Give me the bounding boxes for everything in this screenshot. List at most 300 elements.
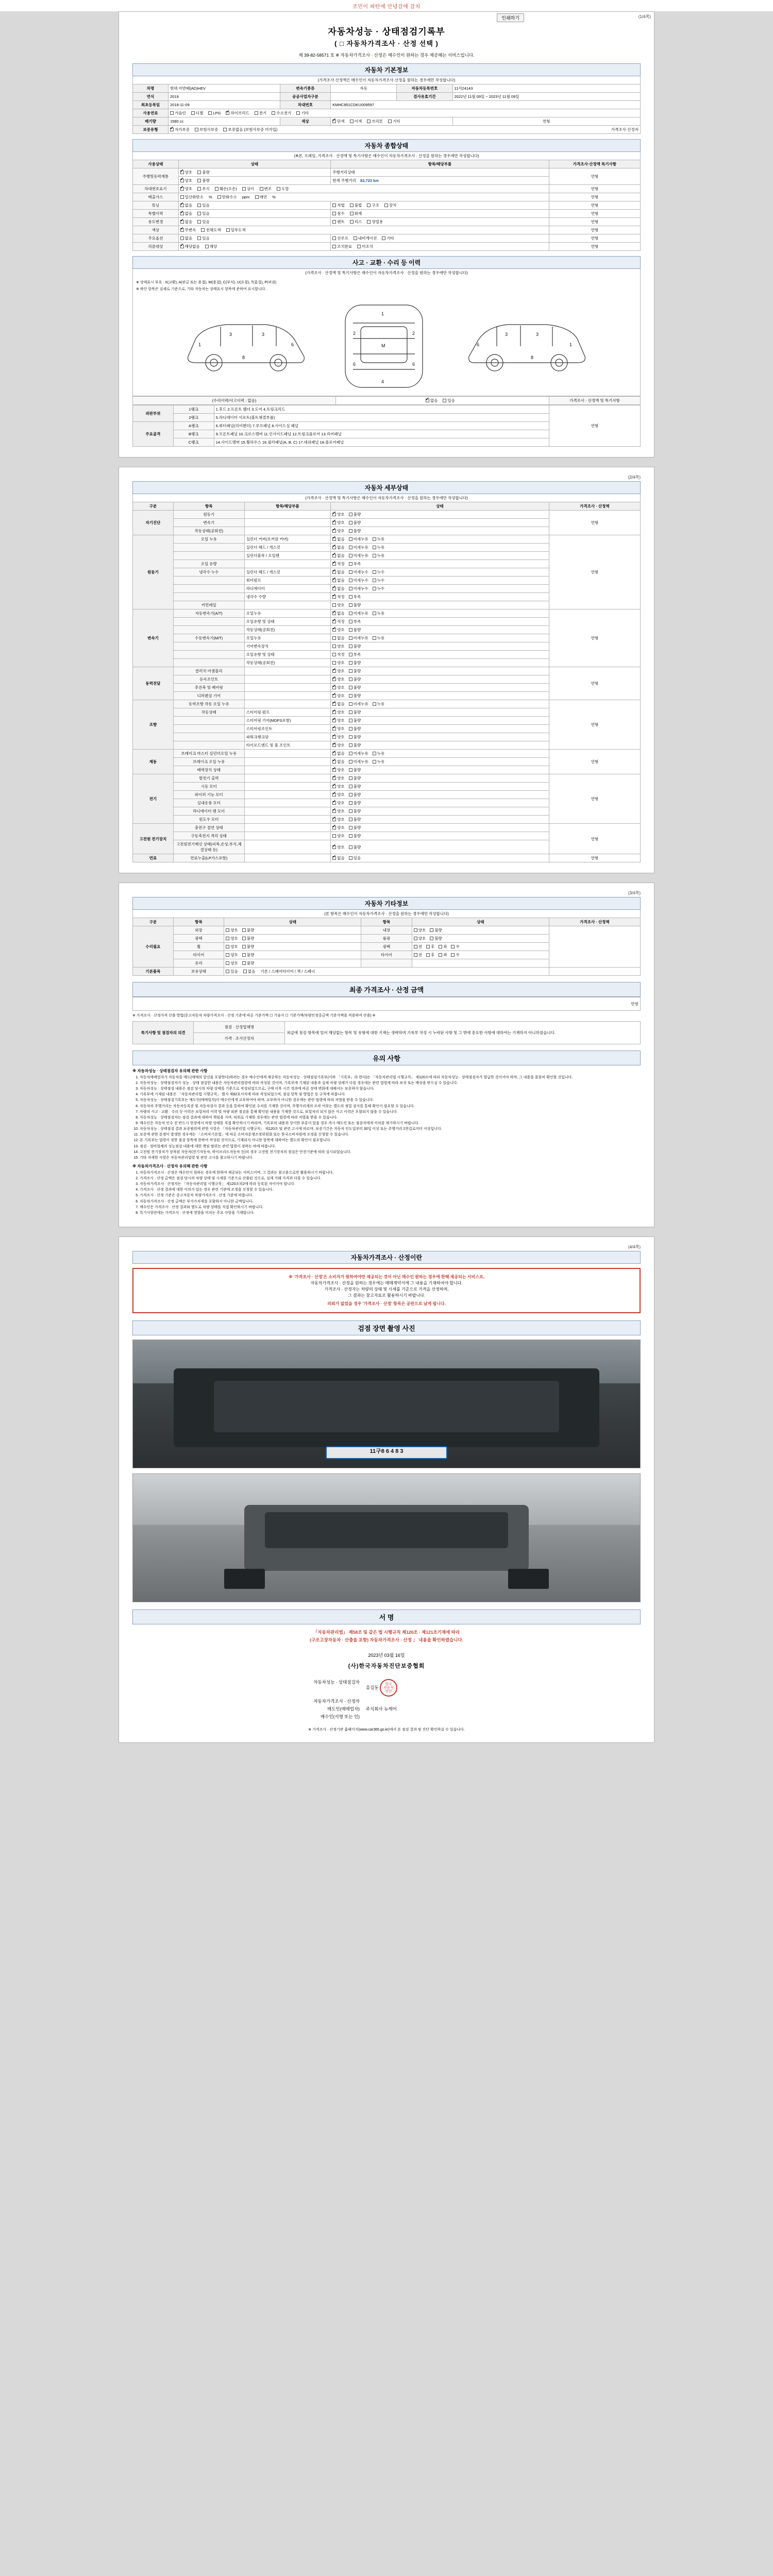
detail-opt-7-0-1[interactable]: 불량 [349,825,361,831]
checkbox-icon[interactable] [332,760,336,764]
checkbox-icon[interactable] [260,187,263,191]
checkbox-icon[interactable] [332,793,336,796]
detail-opt-3-3-0[interactable]: ✔ 양호 [332,693,345,699]
checkbox-icon[interactable] [349,793,352,796]
checkbox-icon[interactable] [215,187,219,191]
detail-opt-2-6-0[interactable]: 양호 [332,660,345,666]
detail-opts-0-0[interactable] [331,511,549,519]
detail-opts-1-3[interactable] [331,560,549,568]
opt-tuning-device[interactable]: 장치 [384,202,397,208]
checkbox-icon[interactable] [255,111,258,115]
detail-opt-1-1-2[interactable]: 누유 [373,545,385,550]
checkbox-icon[interactable] [180,187,184,191]
detail-opt-1-0-1[interactable]: 미세누유 [349,536,368,542]
opt-flood[interactable]: 침수 [332,211,345,216]
checkbox-icon[interactable] [180,220,184,224]
detail-opt-2-5-1[interactable]: 부족 [349,652,361,657]
detail-opts-6-2[interactable] [331,791,549,799]
checkbox-icon[interactable] [226,937,229,940]
detail-opt-1-2-1[interactable]: 미세누유 [349,553,368,558]
detail-opt-1-0-2[interactable]: 누유 [373,536,385,542]
checkbox-icon[interactable] [373,702,376,706]
overall-row-opts-4[interactable] [178,201,331,210]
checkbox-icon[interactable] [349,513,352,516]
detail-opt-2-0-2[interactable]: 누유 [373,611,385,616]
detail-opt-4-1-1[interactable]: 불량 [349,709,361,715]
opt-usechange-yes[interactable]: 있음 [197,219,210,225]
checkbox-icon[interactable] [349,702,352,706]
checkbox-icon[interactable] [332,521,336,524]
detail-opt-5-1-2[interactable]: 누유 [373,759,385,765]
detail-opts-3-1[interactable] [331,675,549,684]
detail-opts-1-4[interactable] [331,568,549,577]
opt-business[interactable]: 영업용 [367,219,383,225]
checkbox-icon[interactable] [349,735,352,739]
overall-row-opts-3[interactable] [178,193,549,201]
checkbox-icon[interactable] [197,212,201,215]
detail-opt-2-5-0[interactable]: 적정 [332,652,345,657]
print-button[interactable]: 인쇄하기 [497,13,524,22]
detail-opt-4-2-0[interactable]: ✔ 양호 [332,718,345,723]
color-option-single[interactable]: ✔ 단색 [332,118,345,124]
checkbox-icon[interactable] [332,212,336,215]
detail-opts-1-0[interactable] [331,535,549,544]
fuel-option-hybrid[interactable]: ✔ 하이브리드 [226,110,249,116]
detail-opt-7-2-1[interactable]: 불량 [349,844,361,850]
checkbox-icon[interactable] [332,603,336,607]
detail-opts-7-0[interactable] [331,824,549,832]
checkbox-icon[interactable] [272,111,275,115]
detail-opts-8-0[interactable] [331,854,549,862]
checkbox-icon[interactable] [201,228,205,232]
other-basic-opts[interactable] [224,968,549,976]
fuel-option-electric[interactable]: 전기 [255,110,267,116]
checkbox-icon[interactable] [180,212,184,215]
detail-opt-3-0-1[interactable]: 불량 [349,668,361,674]
checkbox-icon[interactable] [373,537,376,541]
checkbox-icon[interactable] [451,953,455,957]
accident-state-opts[interactable] [336,397,549,405]
checkbox-icon[interactable] [296,111,300,115]
detail-opt-2-3-2[interactable]: 누유 [373,635,385,641]
detail-opts-4-1[interactable] [331,708,549,717]
other-opts-4[interactable] [224,959,361,968]
checkbox-icon[interactable] [332,587,336,590]
checkbox-icon[interactable] [349,856,352,860]
checkbox-icon[interactable] [332,752,336,755]
checkbox-icon[interactable] [349,743,352,747]
detail-opt-6-3-1[interactable]: 불량 [349,800,361,806]
other-opt-4-1[interactable]: 불량 [242,960,255,966]
opt-emission-smoke[interactable]: 매연 [255,194,267,200]
other-opt2-3-0[interactable]: 전 [414,952,422,958]
opt-tuning-yes[interactable]: 있음 [197,202,210,208]
detail-opt-7-1-1[interactable]: 불량 [349,833,361,839]
checkbox-icon[interactable] [332,595,336,599]
checkbox-icon[interactable] [255,195,259,199]
opt-self-diag-bad[interactable]: 불량 [197,170,210,175]
opt-tuning-legal[interactable]: 적법 [332,202,345,208]
overall-row-right-6[interactable] [331,218,549,226]
detail-opt-1-5-0[interactable]: ✔ 없음 [332,578,345,583]
checkbox-icon[interactable] [349,669,352,673]
detail-opt-4-3-0[interactable]: ✔ 양호 [332,726,345,732]
detail-opt-0-1-1[interactable]: 불량 [349,520,361,526]
detail-opt-1-7-1[interactable]: 부족 [349,594,361,600]
other-opt2-0-0[interactable]: 양호 [414,927,426,933]
overall-row-opts-6[interactable] [178,218,331,226]
checkbox-icon[interactable] [349,554,352,557]
detail-opts-0-1[interactable] [331,519,549,527]
checkbox-icon[interactable] [332,661,336,665]
detail-opt-2-2-1[interactable]: 불량 [349,627,361,633]
checkbox-icon[interactable] [430,928,433,932]
detail-opt-1-6-1[interactable]: 미세누수 [349,586,368,591]
detail-opt-1-3-0[interactable]: ✔ 적정 [332,561,345,567]
other-opts-1[interactable] [224,935,361,943]
checkbox-icon[interactable] [439,945,442,948]
detail-opt-1-1-1[interactable]: 미세누유 [349,545,368,550]
checkbox-icon[interactable] [180,236,184,240]
overall-row-right-9[interactable] [331,243,549,251]
detail-opt-5-0-1[interactable]: 미세누유 [349,751,368,756]
checkbox-icon[interactable] [170,111,174,115]
detail-opt-3-2-0[interactable]: ✔ 양호 [332,685,345,690]
checkbox-icon[interactable] [332,620,336,623]
opt-trans-bad[interactable]: 불량 [197,178,210,183]
detail-opt-1-8-1[interactable]: 불량 [349,602,361,608]
detail-opt-1-0-0[interactable]: ✔ 없음 [332,536,345,542]
checkbox-icon[interactable] [349,686,352,689]
detail-opt-1-4-0[interactable]: ✔ 없음 [332,569,345,575]
checkbox-icon[interactable] [382,236,385,240]
other-opts2-3[interactable] [412,951,549,959]
detail-opt-2-3-0[interactable]: 없음 [332,635,345,641]
color-option-three[interactable]: 쓰리톤 [367,118,383,124]
detail-opt-0-0-0[interactable]: ✔ 양호 [332,512,345,517]
checkbox-icon[interactable] [332,645,336,648]
checkbox-icon[interactable] [332,694,336,698]
checkbox-icon[interactable] [332,735,336,739]
opt-usechange-none[interactable]: ✔ 없음 [180,219,193,225]
other-opt2-1-1[interactable]: 불량 [430,936,442,941]
checkbox-icon[interactable] [242,187,246,191]
detail-opt-6-4-1[interactable]: 불량 [349,808,361,814]
checkbox-icon[interactable] [373,554,376,557]
checkbox-icon[interactable] [242,945,246,948]
checkbox-icon[interactable] [226,945,229,948]
checkbox-icon[interactable] [373,570,376,574]
checkbox-icon[interactable] [357,245,361,248]
detail-opt-4-0-1[interactable]: 미세누유 [349,701,368,707]
opt-option-yes[interactable]: 있음 [197,235,210,241]
detail-opt-7-2-0[interactable]: ✔양호 [332,844,345,850]
detail-opt-2-1-0[interactable]: ✔ 적정 [332,619,345,624]
checkbox-icon[interactable] [349,694,352,698]
checkbox-icon[interactable] [332,236,336,240]
checkbox-icon[interactable] [242,953,246,957]
checkbox-icon[interactable] [349,677,352,681]
other-opts2-1[interactable] [412,935,549,943]
detail-opt-4-0-2[interactable]: 누유 [373,701,385,707]
detail-opts-2-4[interactable] [331,642,549,651]
checkbox-icon[interactable] [242,961,246,965]
checkbox-icon[interactable] [349,570,352,574]
detail-opt-2-4-0[interactable]: 양호 [332,643,345,649]
checkbox-icon[interactable] [349,845,352,849]
checkbox-icon[interactable] [367,120,371,123]
detail-opt-1-1-0[interactable]: ✔ 없음 [332,545,345,550]
checkbox-icon[interactable] [414,937,417,940]
checkbox-icon[interactable] [373,579,376,582]
checkbox-icon[interactable] [180,204,184,207]
detail-opt-7-0-0[interactable]: ✔ 양호 [332,825,345,831]
checkbox-icon[interactable] [332,612,336,615]
checkbox-icon[interactable] [367,220,371,224]
checkbox-icon[interactable] [349,603,352,607]
opt-rent[interactable]: 렌트 [332,219,345,225]
detail-opt-3-1-0[interactable]: ✔ 양호 [332,676,345,682]
checkbox-icon[interactable] [180,245,184,248]
checkbox-icon[interactable] [439,953,442,957]
checkbox-icon[interactable] [180,195,184,199]
checkbox-icon[interactable] [217,195,221,199]
checkbox-icon[interactable] [242,928,246,932]
detail-opt-1-2-2[interactable]: 누유 [373,553,385,558]
other-opt-0-0[interactable]: 양호 [226,927,238,933]
other-opt2-3-1[interactable]: 후 [426,952,434,958]
fuel-options[interactable] [168,109,640,117]
other-opt2-3-3[interactable]: 우 [451,952,459,958]
detail-opt-1-4-1[interactable]: 미세누수 [349,569,368,575]
detail-opts-4-4[interactable] [331,733,549,741]
checkbox-icon[interactable] [223,128,227,131]
detail-opt-5-1-1[interactable]: 미세누유 [349,759,368,765]
checkbox-icon[interactable] [332,537,336,541]
detail-opt-0-0-1[interactable]: 불량 [349,512,361,517]
detail-opt-4-4-1[interactable]: 불량 [349,734,361,740]
detail-opts-6-3[interactable] [331,799,549,807]
detail-opts-1-7[interactable] [331,593,549,601]
overall-row-right-5[interactable] [331,210,549,218]
detail-opt-4-0-0[interactable]: ✔ 없음 [332,701,345,707]
detail-opt-4-4-0[interactable]: ✔ 양호 [332,734,345,740]
detail-opt-1-5-2[interactable]: 누수 [373,578,385,583]
overall-row-opts-1[interactable] [178,177,331,185]
detail-opt-1-3-1[interactable]: 부족 [349,561,361,567]
opt-accident-yes[interactable]: 있음 [443,398,455,403]
checkbox-icon[interactable] [332,801,336,805]
checkbox-icon[interactable] [349,579,352,582]
detail-opts-1-1[interactable] [331,544,549,552]
checkbox-icon[interactable] [180,228,184,232]
checkbox-icon[interactable] [349,587,352,590]
checkbox-icon[interactable] [197,236,201,240]
detail-opts-1-2[interactable] [331,552,549,560]
warranty-options[interactable] [168,126,640,134]
checkbox-icon[interactable] [226,111,229,115]
other-opt2-2-2[interactable]: 좌 [439,944,447,950]
detail-opts-1-6[interactable] [331,585,549,593]
opt-tuning-none[interactable]: ✔ 없음 [180,202,193,208]
checkbox-icon[interactable] [349,752,352,755]
checkbox-icon[interactable] [277,187,280,191]
detail-opt-7-1-0[interactable]: 양호 [332,833,345,839]
opt-basic-have[interactable]: 있음 [226,969,238,974]
detail-opt-2-2-0[interactable]: ✔ 양호 [332,627,345,633]
overall-row-right-4[interactable] [331,201,549,210]
opt-self-diag-ok[interactable]: ✔양호 [180,170,193,175]
detail-opts-5-1[interactable] [331,758,549,766]
checkbox-icon[interactable] [349,760,352,764]
checkbox-icon[interactable] [205,245,209,248]
detail-opt-6-1-1[interactable]: 불량 [349,784,361,789]
detail-opt-6-2-1[interactable]: 불량 [349,792,361,798]
checkbox-icon[interactable] [373,636,376,640]
opt-option-none[interactable]: 없음 [180,235,193,241]
checkbox-icon[interactable] [426,945,430,948]
opt-lease[interactable]: 리스 [350,219,362,225]
detail-opt-0-1-0[interactable]: ✔ 양호 [332,520,345,526]
other-opt2-1-0[interactable]: 양호 [414,936,426,941]
detail-opt-3-0-0[interactable]: ✔ 양호 [332,668,345,674]
checkbox-icon[interactable] [332,710,336,714]
detail-opts-1-5[interactable] [331,577,549,585]
opt-nav[interactable]: 내비게이션 [354,235,377,241]
checkbox-icon[interactable] [332,204,336,207]
opt-vin-diff[interactable]: 상이 [242,186,255,192]
checkbox-icon[interactable] [349,768,352,772]
detail-opt-6-5-0[interactable]: ✔ 양호 [332,817,345,822]
checkbox-icon[interactable] [332,834,336,838]
opt-sunroof[interactable]: 선루프 [332,235,348,241]
checkbox-icon[interactable] [191,111,195,115]
checkbox-icon[interactable] [384,204,388,207]
checkbox-icon[interactable] [226,228,230,232]
opt-accident-none[interactable]: ✔ 없음 [426,398,438,403]
checkbox-icon[interactable] [349,727,352,731]
opt-vin-alter[interactable]: 변조 [260,186,272,192]
detail-opts-2-5[interactable] [331,651,549,659]
detail-opt-0-2-0[interactable]: ✔ 양호 [332,528,345,534]
checkbox-icon[interactable] [332,562,336,566]
checkbox-icon[interactable] [349,595,352,599]
checkbox-icon[interactable] [349,818,352,821]
detail-opts-4-0[interactable] [331,700,549,708]
detail-opts-2-1[interactable] [331,618,549,626]
checkbox-icon[interactable] [349,801,352,805]
color-option-etc[interactable]: 기타 [388,118,400,124]
detail-opt-6-3-0[interactable]: ✔ 양호 [332,800,345,806]
detail-opts-4-3[interactable] [331,725,549,733]
detail-opts-1-8[interactable] [331,601,549,609]
fuel-option-hydrogen[interactable]: 수소전기 [272,110,291,116]
other-opt-4-0[interactable]: 양호 [226,960,238,966]
detail-opt-5-0-2[interactable]: 누유 [373,751,385,756]
detail-opt-1-2-0[interactable]: ✔ 없음 [332,553,345,558]
checkbox-icon[interactable] [332,570,336,574]
detail-opt-2-1-1[interactable]: 부족 [349,619,361,624]
checkbox-icon[interactable] [332,809,336,813]
opt-recall-pending[interactable]: 미조치 [357,244,373,249]
detail-opts-5-2[interactable] [331,766,549,774]
checkbox-icon[interactable] [180,179,184,182]
checkbox-icon[interactable] [349,537,352,541]
checkbox-icon[interactable] [208,111,212,115]
checkbox-icon[interactable] [197,171,201,174]
checkbox-icon[interactable] [332,529,336,533]
overall-row-opts-0[interactable] [178,168,331,177]
checkbox-icon[interactable] [332,776,336,780]
other-opt-2-1[interactable]: 불량 [242,944,255,950]
other-opt-1-0[interactable]: 양호 [226,936,238,941]
checkbox-icon[interactable] [388,120,392,123]
detail-opt-5-1-0[interactable]: ✔ 없음 [332,759,345,765]
detail-opts-0-2[interactable] [331,527,549,535]
detail-opts-2-2[interactable] [331,626,549,634]
detail-opt-2-3-1[interactable]: 미세누유 [349,635,368,641]
warranty-option-none[interactable]: 보증없음 (보험사보증 미가입) [223,127,277,132]
checkbox-icon[interactable] [332,579,336,582]
detail-opts-7-1[interactable] [331,832,549,840]
detail-opt-5-2-1[interactable]: 불량 [349,767,361,773]
checkbox-icon[interactable] [350,120,354,123]
opt-recall-yes[interactable]: 해당 [205,244,217,249]
checkbox-icon[interactable] [332,702,336,706]
checkbox-icon[interactable] [349,628,352,632]
detail-opt-3-3-1[interactable]: 불량 [349,693,361,699]
detail-opts-6-5[interactable] [331,816,549,824]
checkbox-icon[interactable] [349,529,352,533]
overall-row-opts-2[interactable] [178,185,549,193]
detail-opt-1-6-2[interactable]: 누수 [373,586,385,591]
checkbox-icon[interactable] [332,628,336,632]
detail-opt-1-7-0[interactable]: ✔ 적정 [332,594,345,600]
detail-opt-4-5-0[interactable]: ✔ 양호 [332,742,345,748]
opt-emission-hc[interactable]: 탄화수소 [217,194,237,200]
checkbox-icon[interactable] [349,546,352,549]
other-opt-0-1[interactable]: 불량 [242,927,255,933]
detail-opt-6-0-0[interactable]: ✔ 양호 [332,775,345,781]
checkbox-icon[interactable] [451,945,455,948]
other-opt-3-0[interactable]: 양호 [226,952,238,958]
opt-fire[interactable]: 화재 [350,211,362,216]
detail-opt-1-4-2[interactable]: 누수 [373,569,385,575]
other-opts-2[interactable] [224,943,361,951]
checkbox-icon[interactable] [197,187,201,191]
checkbox-icon[interactable] [349,521,352,524]
checkbox-icon[interactable] [332,636,336,640]
detail-opts-3-2[interactable] [331,684,549,692]
detail-opts-6-4[interactable] [331,807,549,816]
checkbox-icon[interactable] [373,546,376,549]
fuel-option-lpg[interactable]: LPG [208,111,221,115]
detail-opt-2-0-1[interactable]: 미세누유 [349,611,368,616]
checkbox-icon[interactable] [332,554,336,557]
detail-opt-6-2-0[interactable]: ✔ 양호 [332,792,345,798]
checkbox-icon[interactable] [349,710,352,714]
opt-basic-none[interactable]: 없음 [243,969,256,974]
checkbox-icon[interactable] [373,752,376,755]
checkbox-icon[interactable] [197,220,201,224]
detail-opts-3-0[interactable] [331,667,549,675]
overall-row-opts-8[interactable] [178,234,331,243]
fuel-option-etc[interactable]: 기타 [296,110,309,116]
checkbox-icon[interactable] [226,953,229,957]
detail-opt-2-6-1[interactable]: 불량 [349,660,361,666]
checkbox-icon[interactable] [332,768,336,772]
other-opt2-2-1[interactable]: 후 [426,944,434,950]
